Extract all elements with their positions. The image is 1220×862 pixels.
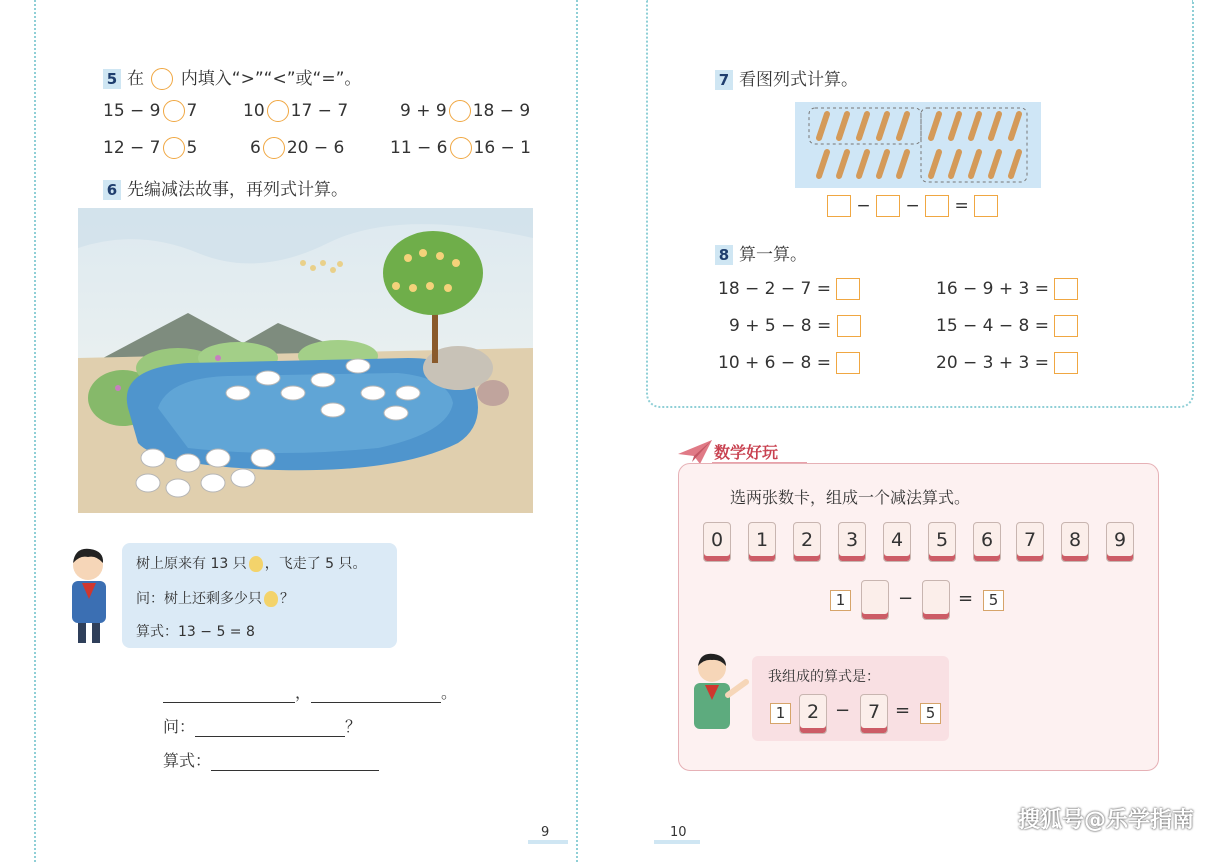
answer-box[interactable]	[836, 352, 860, 374]
page-number-right: 10	[670, 825, 687, 840]
story-blank-1[interactable]	[163, 686, 295, 703]
q5-title-b: 内填入“>”“<”或“=”。	[180, 69, 362, 89]
answer-box[interactable]	[1054, 352, 1078, 374]
bubble-line-1-end: ，飞走了 5 只。	[264, 556, 367, 572]
q5-title-a: 在	[127, 69, 144, 89]
answer-box[interactable]	[1054, 315, 1078, 337]
watermark: 搜狐号@乐学指南	[1017, 808, 1194, 833]
expr-right: 18 − 9	[472, 101, 531, 121]
story-blank-2[interactable]	[311, 686, 441, 703]
q5-item	[243, 100, 348, 122]
answer-speech: 我组成的算式是：	[768, 669, 880, 685]
empty-card-slot[interactable]	[861, 580, 889, 620]
answer-box[interactable]	[836, 278, 860, 300]
answer-box[interactable]	[925, 195, 949, 217]
q5-item	[400, 100, 530, 122]
answer-lead-digit: 1	[770, 703, 791, 724]
q5-item	[103, 137, 197, 159]
bubble-line-1-text: 树上原来有 13 只	[136, 556, 247, 572]
answer-box[interactable]	[974, 195, 998, 217]
answer-card-second: 7	[860, 694, 888, 734]
number-card-8[interactable]: 8	[1061, 522, 1089, 562]
q7-title	[715, 65, 858, 90]
op-minus: −	[835, 700, 851, 721]
page-number-bar	[528, 840, 568, 844]
answer-circle[interactable]	[163, 100, 185, 122]
q8-title-text: 算一算。	[739, 245, 807, 265]
q7-number: 7	[715, 70, 733, 90]
op-minus: −	[898, 588, 914, 609]
q8-item	[729, 315, 861, 337]
bubble-line-2-text: 问：树上还剩多少只	[136, 591, 262, 607]
boy-figure-icon	[60, 545, 120, 645]
answer-card-first: 2	[799, 694, 827, 734]
q5-item	[103, 100, 197, 122]
answer-circle[interactable]	[163, 137, 185, 159]
result-digit: 5	[983, 590, 1004, 611]
number-card-2[interactable]: 2	[793, 522, 821, 562]
pencils-illustration	[795, 102, 1041, 188]
number-card-9[interactable]: 9	[1106, 522, 1134, 562]
q8-expr: 20 − 3 + 3 =	[936, 353, 1050, 373]
question-blank[interactable]	[195, 720, 345, 737]
answer-box[interactable]	[837, 315, 861, 337]
op-minus: −	[856, 196, 871, 216]
number-card-1[interactable]: 1	[748, 522, 776, 562]
fun-instruction: 选两张数卡，组成一个减法算式。	[730, 488, 971, 507]
q8-item	[936, 352, 1078, 374]
lead-digit: 1	[830, 590, 851, 611]
number-card-4[interactable]: 4	[883, 522, 911, 562]
q8-expr: 9 + 5 − 8 =	[729, 316, 832, 336]
q5-number: 5	[103, 69, 121, 89]
q8-item	[936, 278, 1078, 300]
answer-result-digit: 5	[920, 703, 941, 724]
fun-tag-label: 数学好玩	[714, 443, 779, 462]
op-equals: =	[954, 196, 969, 216]
qmark: ？	[345, 717, 362, 736]
q8-number: 8	[715, 245, 733, 265]
formula-blank[interactable]	[211, 754, 379, 771]
bubble-line-2	[136, 588, 294, 608]
expr-right: 20 − 6	[286, 138, 345, 158]
q7-equation	[827, 195, 998, 217]
q8-expr: 16 − 9 + 3 =	[936, 279, 1050, 299]
number-card-6[interactable]: 6	[973, 522, 1001, 562]
expr-left: 15 − 9	[103, 101, 161, 121]
boy-figure-icon	[684, 650, 754, 740]
q7-title-text: 看图列式计算。	[739, 70, 858, 90]
left-margin-line	[34, 0, 36, 862]
answer-lead-box	[770, 703, 791, 724]
q6-title	[103, 175, 348, 200]
expr-right: 7	[186, 101, 198, 121]
expr-left: 6	[250, 138, 261, 158]
expr-right: 16 − 1	[473, 138, 531, 158]
expr-left: 9 + 9	[400, 101, 447, 121]
bubble-line-3: 算式：13 − 5 = 8	[136, 624, 255, 640]
q8-expr: 18 − 2 − 7 =	[718, 279, 832, 299]
q6-title-text: 先编减法故事，再列式计算。	[127, 180, 348, 200]
answer-box[interactable]	[876, 195, 900, 217]
result-box	[983, 590, 1004, 611]
number-card-3[interactable]: 3	[838, 522, 866, 562]
answer-result-box	[920, 703, 941, 724]
expr-left: 10	[243, 101, 265, 121]
op-equals: =	[895, 700, 911, 721]
q5-title	[103, 64, 361, 90]
answer-circle[interactable]	[263, 137, 285, 159]
gutter-line-left	[576, 0, 578, 862]
number-card-7[interactable]: 7	[1016, 522, 1044, 562]
chick-icon	[249, 556, 263, 572]
empty-card-slot[interactable]	[922, 580, 950, 620]
fun-tag	[678, 438, 808, 464]
q8-title	[715, 240, 807, 265]
paper-plane-icon	[678, 440, 712, 464]
q8-item	[718, 352, 860, 374]
op-equals: =	[958, 588, 974, 609]
speech-bubble	[122, 543, 397, 648]
answer-circle[interactable]	[450, 137, 472, 159]
page-number-left: 9	[541, 825, 550, 840]
q8-expr: 10 + 6 − 8 =	[718, 353, 832, 373]
pond-illustration	[78, 208, 533, 513]
expr-right: 17 − 7	[290, 101, 349, 121]
question-blank-row	[163, 714, 361, 737]
formula-label: 算式：	[163, 751, 212, 770]
q8-item	[718, 278, 860, 300]
circle-icon	[151, 68, 173, 90]
q8-expr: 15 − 4 − 8 =	[936, 316, 1050, 336]
answer-circle[interactable]	[267, 100, 289, 122]
expr-left: 11 − 6	[390, 138, 448, 158]
q6-number: 6	[103, 180, 121, 200]
page-number-bar	[654, 840, 700, 844]
expr-left: 12 − 7	[103, 138, 161, 158]
bubble-line-1	[136, 553, 367, 573]
comma: ，	[295, 683, 312, 702]
period: 。	[441, 683, 458, 702]
expr-right: 5	[186, 138, 198, 158]
chick-icon	[264, 591, 278, 607]
number-card-0[interactable]: 0	[703, 522, 731, 562]
q5-item	[390, 137, 531, 159]
number-card-5[interactable]: 5	[928, 522, 956, 562]
ask-label: 问：	[163, 717, 196, 736]
answer-circle[interactable]	[449, 100, 471, 122]
answer-box[interactable]	[1054, 278, 1078, 300]
op-minus: −	[905, 196, 920, 216]
formula-blank-row	[163, 748, 379, 771]
bubble-line-2-end: ？	[280, 591, 294, 607]
story-blank-row	[163, 680, 457, 703]
lead-digit-box	[830, 590, 851, 611]
q5-item	[250, 137, 344, 159]
answer-box[interactable]	[827, 195, 851, 217]
q8-item	[936, 315, 1078, 337]
